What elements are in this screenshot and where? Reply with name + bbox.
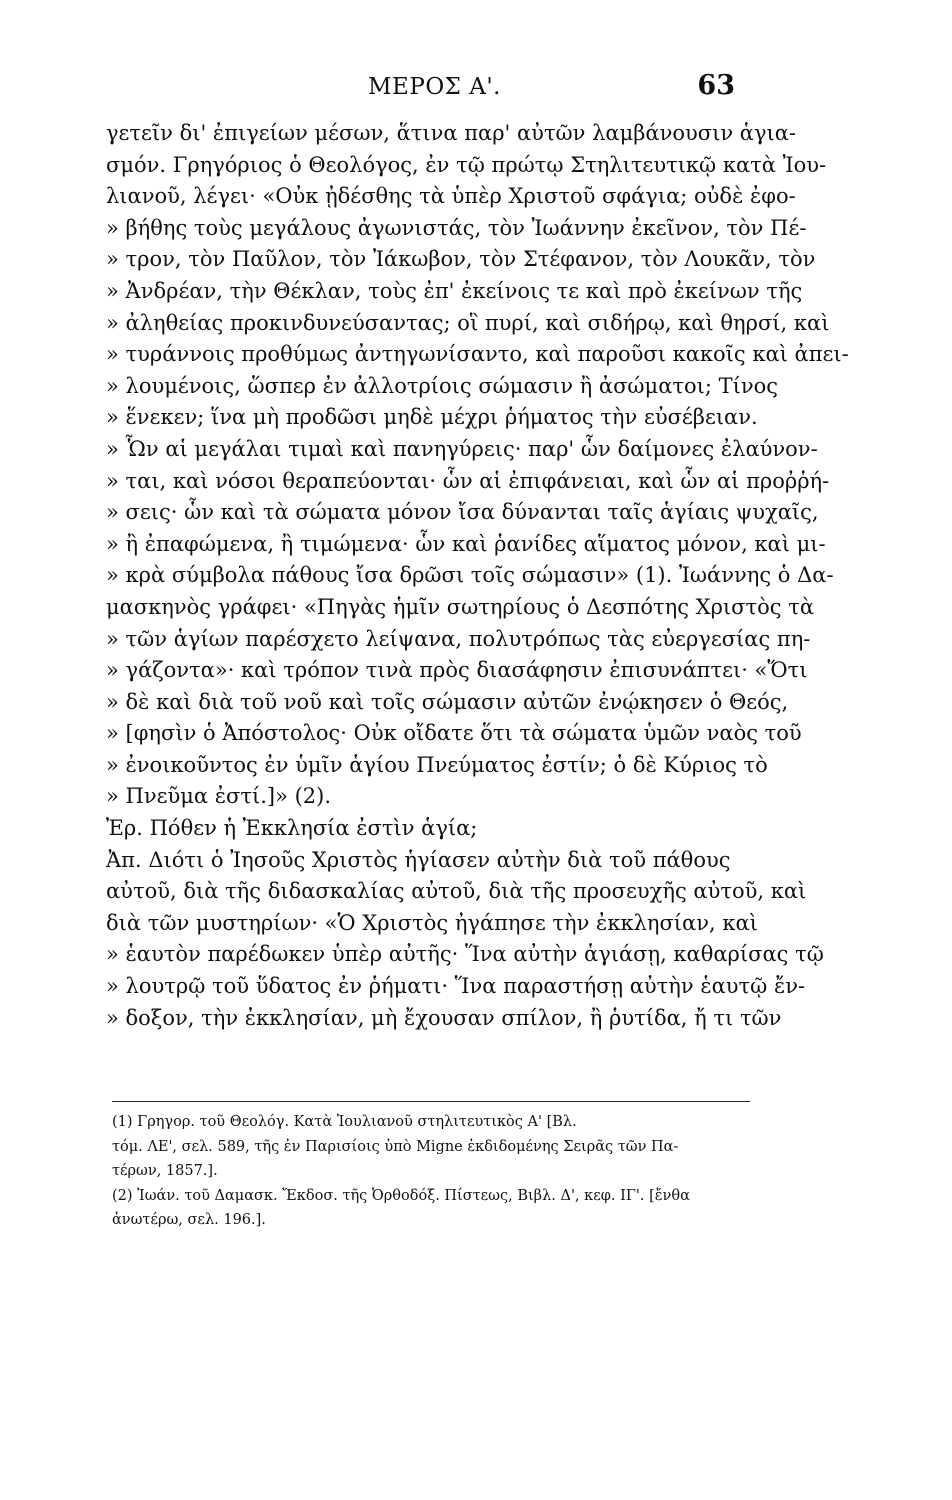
text-line: » κρὰ σύμβολα πάθους ἴσα δρῶσι τοῖς σώμασιν» (1). Ἰωάννης ὁ Δα- [106,563,834,588]
text-line: γετεῖν δι' ἐπιγείων μέσων, ἅτινα παρ' αὐτῶν λαμβάνουσιν ἁγια- [106,121,797,145]
text-line: » ἐνοικοῦντος ἐν ὑμῖν ἁγίου Πνεύματος ἐστίν; ὁ δὲ Κύριος τὸ [106,752,768,777]
text-line: » τυράννοις προθύμως ἀντηγωνίσαντο, καὶ παροῦσι κακοῖς καὶ ἀπει- [106,342,849,367]
text-line: » σεις· ὧν καὶ τὰ σώματα μόνον ἴσα δύνανται ταῖς ἁγίαις ψυχαῖς, [106,500,819,525]
footnote-line: τόμ. ΛΕ', σελ. 589, τῆς ἐν Παρισίοις ὑπὸ Migne ἐκδιδομένης Σειρᾶς τῶν Πα- [112,1138,679,1155]
page-header [110,70,735,110]
text-line: » λουτρῷ τοῦ ὕδατος ἐν ῥήματι· Ἵνα παραστήσῃ αὐτὴν ἑαυτῷ ἔν- [106,974,806,999]
text-line: » ἑαυτὸν παρέδωκεν ὑπὲρ αὐτῆς· Ἵνα αὐτὴν ἁγιάσῃ, καθαρίσας τῷ [106,942,824,967]
text-line: » ται, καὶ νόσοι θεραπεύονται· ὧν αἱ ἐπιφάνειαι, καὶ ὧν αἱ προῤῥή- [106,468,830,493]
footnote-line: ἀνωτέρω, σελ. 196.]. [112,1212,266,1228]
text-line: » δὲ καὶ διὰ τοῦ νοῦ καὶ τοῖς σώμασιν αὐτῶν ἐνῴκησεν ὁ Θεός, [106,689,789,714]
text-line: » τρον, τὸν Παῦλον, τὸν Ἰάκωβον, τὸν Στέφανον, τὸν Λουκᾶν, τὸν [106,247,816,272]
text-line: » ἢ ἐπαφώμενα, ἢ τιμώμενα· ὧν καὶ ῥανίδες αἵματος μόνον, καὶ μι- [106,531,826,556]
text-line: » ἕνεκεν; ἵνα μὴ προδῶσι μηδὲ μέχρι ῥήματος τὴν εὐσέβειαν. [106,405,758,430]
footnote-line: τέρων, 1857.]. [112,1163,218,1179]
text-line: » Πνεῦμα ἐστί.]» (2). [106,784,332,809]
footnote-rule [112,1101,750,1102]
text-line: αὐτοῦ, διὰ τῆς διδασκαλίας αὐτοῦ, διὰ τῆς προσευχῆς αὐτοῦ, καὶ [106,879,807,904]
footnote-line: (2) Ἰωάν. τοῦ Δαμασκ. Ἔκδοσ. τῆς Ὀρθοδόξ. Πίστεως, Βιβλ. Δ', κεφ. ΙΓ'. [ἔνθα [112,1187,690,1204]
text-line: » βήθης τοὺς μεγάλους ἀγωνιστάς, τὸν Ἰωάννην ἐκεῖνον, τὸν Πέ- [106,215,807,240]
answer-line: Ἀπ. Διότι ὁ Ἰησοῦς Χριστὸς ἡγίασεν αὐτὴν διὰ τοῦ πάθους [106,847,731,872]
text-line: λιανοῦ, λέγει· «Οὐκ ᾐδέσθης τὰ ὑπὲρ Χριστοῦ σφάγια; οὐδὲ ἐφο- [106,184,796,209]
text-line: » γάζοντα»· καὶ τρόπον τινὰ πρὸς διασάφησιν ἐπισυνάπτει· «Ὅτι [106,658,808,683]
text-line: » τῶν ἁγίων παρέσχετο λείψανα, πολυτρόπως τὰς εὐεργεσίας πη- [106,626,811,651]
text-line: » [φησὶν ὁ Ἀπόστολος· Οὐκ οἴδατε ὅτι τὰ σώματα ὑμῶν ναὸς τοῦ [106,721,802,746]
footnote-line: (1) Γρηγορ. τοῦ Θεολόγ. Κατὰ Ἰουλιανοῦ στηλιτευτικὸς Α' [Βλ. [112,1114,577,1130]
question-line: Ἐρ. Πόθεν ἡ Ἐκκλησία ἐστὶν ἁγία; [106,816,478,841]
main-text [106,118,849,1034]
text-line: μασκηνὸς γράφει· «Πηγὰς ἡμῖν σωτηρίους ὁ Δεσπότης Χριστὸς τὰ [106,594,815,619]
text-line: » Ὧν αἱ μεγάλαι τιμαὶ καὶ πανηγύρεις· παρ' ὧν δαίμονες ἐλαύνον- [106,436,818,461]
text-line: » ἀληθείας προκινδυνεύσαντας; οἳ πυρί, καὶ σιδήρῳ, καὶ θηρσί, καὶ [106,310,830,335]
text-line: » λουμένοις, ὥσπερ ἐν ἀλλοτρίοις σώμασιν ἢ ἀσώματοι; Τίνος [106,373,779,398]
running-head: ΜΕΡΟΣ Α'. [368,74,501,100]
footnotes [112,1110,754,1233]
text-line: διὰ τῶν μυστηρίων· «Ὁ Χριστὸς ἠγάπησε τὴν ἐκκλησίαν, καὶ [106,910,758,935]
text-line: » Ἀνδρέαν, τὴν Θέκλαν, τοὺς ἐπ' ἐκείνοις τε καὶ πρὸ ἐκείνων τῆς [106,278,803,303]
text-line: » δοξον, τὴν ἐκκλησίαν, μὴ ἔχουσαν σπίλον, ἢ ῥυτίδα, ἤ τι τῶν [106,1005,782,1030]
page-number: 63 [697,70,735,101]
text-line: σμόν. Γρηγόριος ὁ Θεολόγος, ἐν τῷ πρώτῳ Στηλιτευτικῷ κατὰ Ἰου- [106,152,827,177]
